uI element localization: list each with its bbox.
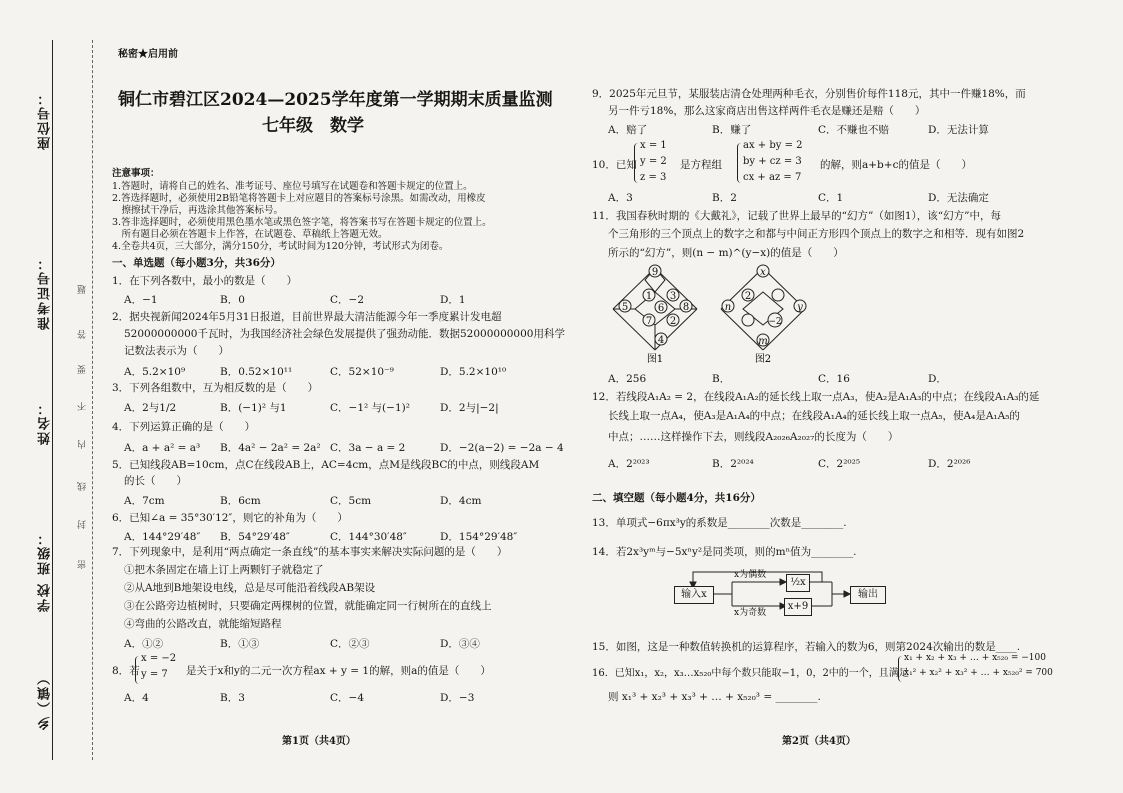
q3-stem: 3．下列各组数中，互为相反数的是（ ） [112,382,319,394]
q12-option-d: D．2²⁰²⁶ [928,458,971,470]
q5-option-d: D．4cm [440,495,482,507]
q11-line: 11．我国春秋时期的《大戴礼》，记载了世界上最早的“幻方”（如图1），该“幻方”中，每 [592,210,1002,222]
ticket-label: 准考证号： [38,255,53,330]
q6-option-c: C．144°30′48″ [330,531,407,543]
note-line: 所有题目必须在答题卡上作答，在试题卷、草稿纸上答题无效。 [112,229,388,240]
fig2-label-item: y [797,302,803,313]
q8-option-b: B．3 [220,692,245,704]
q7-statement: ④弯曲的公路改直，就能缩短路程 [124,618,282,630]
fig2-label-item: x [760,267,766,278]
flow-odd-label: x为奇数 [734,608,767,618]
note-line: 3.答非选择题时，必须使用黑色墨水笔或黑色签字笔，将答案书写在答题卡规定的位置上。 [112,217,492,228]
seal-word: 答 [78,330,88,339]
page-footer-right: 第2页（共4页） [782,736,856,747]
fig2-label-item: −2 [768,317,782,327]
q2-option-c: C．52×10⁻⁹ [330,366,394,378]
q10-option-d: D．无法确定 [928,192,989,204]
q12-option-a: A．2²⁰²³ [608,458,650,470]
q4-option-b: B．4a² − 2a² = 2a² [220,442,321,454]
fig1-number: 2 [669,316,677,327]
q11-option-a: A．256 [608,373,647,385]
seal-word: 不 [78,402,88,411]
q7-option-c: C．②③ [330,638,370,650]
q10-equation: by + cz = 3 [743,156,802,167]
fig1-number: 8 [682,302,690,313]
fig1-label: 图1 [646,354,664,365]
flow-output-box: 输出 [850,586,886,604]
q5-option-c: C．5cm [330,495,372,507]
page-footer-left: 第1页（共4页） [282,736,356,747]
q13-text: 13．单项式−6πx³y的系数是________次数是________. [592,517,847,529]
q10-option-a: A．3 [608,192,633,204]
q11-line: 所示的“幻方”，则(n − m)^(y−x)的值是（ ） [608,247,844,259]
q7-option-b: B．①③ [220,638,260,650]
q11-option-b: B． [712,373,731,385]
school-label: 学校 [38,582,53,612]
flow-half-box: ½x [786,574,810,592]
q12-option-b: B．2²⁰²⁴ [712,458,754,470]
q14-text: 14．若2x³yᵐ与−5xⁿy²是同类项，则的mⁿ值为________. [592,546,857,558]
q9-option-a: A．赔了 [608,124,648,136]
seal-word: 封 [78,520,88,529]
q16-brace [898,656,903,682]
q1-option-a: A．−1 [124,294,158,306]
seal-word: 内 [78,440,88,449]
q8-prefix: 8．若 [112,665,140,677]
fig2-label-item: n [724,302,732,313]
q10-value: z = 3 [640,172,667,183]
note-line: 2.答选择题时，必须使用2B铅笔将答题卡上对应题目的答案标号涂黑。如需改动，用橡皮 [112,193,486,204]
fig1-number: 9 [651,267,659,278]
q11-line: 个三角形的三个顶点上的数字之和都与中间正方形四个顶点上的数字之和相等．现有如图2 [608,228,1025,240]
flowchart [672,568,892,624]
q3-option-c: C．−1² 与(−1)² [330,402,410,414]
q10-equation: cx + az = 7 [743,172,802,183]
q8-brace [135,656,140,684]
q7-option-a: A．①② [124,638,164,650]
q16-line: 则 x₁³ + x₂³ + x₃³ + … + x₅₂₀³ = ________. [608,691,821,703]
q6-stem: 6．已知∠a = 35°30′12″，则它的补角为（ ） [112,512,348,524]
q16-condition: x₁ + x₂ + x₃ + … + x₅₂₀ = −100 [904,653,1046,663]
flow-plus9-box: x+9 [784,598,812,616]
q2-line: 52000000000千瓦时，为我国经济社会绿色发展提供了强劲动能．数据52000000000用科学 [124,328,565,340]
q1-stem: 1．在下列各数中，最小的数是（ ） [112,275,298,287]
q2-option-a: A．5.2×10⁹ [124,366,186,378]
q10-prefix: 10．已知 [592,159,637,171]
flow-even-label: x为偶数 [734,570,767,580]
q10-option-c: C．1 [818,192,844,204]
note-line: 4.全卷共4页，三大部分，满分150分，考试时间为120分钟，考试形式为闭卷。 [112,241,449,252]
q7-option-d: D．③④ [440,638,480,650]
seal-word: 要 [78,365,88,374]
q8-system-line: y = 7 [141,669,168,680]
q10-mid: 是方程组 [680,159,722,171]
class-label: 班级： [38,530,53,575]
section2-heading: 二、填空题（每小题4分，共16分） [592,492,761,504]
q4-stem: 4．下列运算正确的是（ ） [112,421,256,433]
q8-option-a: A．4 [124,692,149,704]
fig1-number: 3 [669,291,677,302]
q6-option-b: B．54°29′48″ [220,531,290,543]
q6-option-a: A．144°29′48″ [124,531,201,543]
magic-square-figures [608,262,828,372]
q9-option-d: D．无法计算 [928,124,989,136]
q2-line: 记数法表示为（ ） [124,345,229,357]
q11-option-d: D． [928,373,947,385]
notes-heading: 注意事项： [112,168,160,179]
q9-option-c: C．不赚也不赔 [818,124,890,136]
q10-value: x = 1 [640,140,667,151]
q4-option-c: C．3a − a = 2 [330,442,406,454]
q9-line: 9．2025年元旦节，某服装店清仓处理两种毛衣，分别售价每件118元，其中一件赚18%，而 [592,88,1026,100]
q16-condition: x₁² + x₂² + x₃² + … + x₅₂₀² = 700 [904,668,1053,678]
q12-line: 长线上取一点A₄，使A₃是A₁A₄的中点；在线段A₁A₄的延长线上取一点A₅，使A₄是A₁A₅的 [608,410,1020,422]
q5-line: 的长（ ） [124,475,187,487]
q1-option-b: B．0 [220,294,245,306]
q5-line: 5．已知线段AB=10cm，点C在线段AB上，AC=4cm，点M是线段BC的中点，则线段AM [112,459,540,471]
q6-option-d: D．154°29′48″ [440,531,518,543]
q10-value: y = 2 [640,156,667,167]
q10-option-b: B．2 [712,192,737,204]
q7-stem: 7．下列现象中，是利用“两点确定一条直线”的基本事实来解决实际问题的是（ ） [112,546,508,558]
q3-option-d: D．2与|−2| [440,402,499,414]
q4-option-a: A．a + a² = a³ [124,442,201,454]
note-line: 1.答题时，请将自己的姓名、准考证号、座位号填写在试题卷和答题卡规定的位置上。 [112,181,473,192]
q10-post: 的解，则a+b+c的值是（ ） [820,159,972,171]
q8-option-c: C．−4 [330,692,365,704]
q10-brace [634,143,639,183]
q8-system-line: x = −2 [141,653,177,664]
q12-line: 中点；……这样操作下去，则线段A₂₀₂₆A₂₀₂₇的长度为（ ） [608,431,899,443]
exam-title: 铜仁市碧江区2024—2025学年度第一学期期末质量监测 [118,90,553,110]
q4-option-d: D．−2(a−2) = −2a − 4 [440,442,564,454]
seal-dashed-line [92,40,93,760]
q1-option-c: C．−2 [330,294,365,306]
q9-option-b: B．赚了 [712,124,752,136]
fig2-label: 图2 [754,354,772,365]
fig1-number: 6 [657,303,665,314]
seat-label: 座位号： [38,90,53,150]
q7-statement: ②从A地到B地架设电线，总是尽可能沿着线段AB架设 [124,582,376,594]
q2-line: 2．据央视新闻2024年5月31日报道，目前世界最大清洁能源今年一季度累计发电超 [112,311,502,323]
fig2-label-item: 2 [744,291,752,302]
q12-line: 12．若线段A₁A₂ = 2，在线段A₁A₂的延长线上取一点A₃，使A₂是A₁A₃的中点；在线段A₁A₃的延 [592,391,1040,403]
seal-word: 线 [78,482,88,491]
q15-text: 15．如图，这是一种数值转换机的运算程序，若输入的数为6，则第2024次输出的数是____. [592,641,1021,653]
q2-option-b: B．0.52×10¹¹ [220,366,293,378]
q8-option-d: D．−3 [440,692,475,704]
q9-line: 另一件亏18%，那么这家商店出售这样两件毛衣是赚还是赔（ ） [608,105,926,117]
q7-statement: ①把木条固定在墙上订上两颗钉子就稳定了 [124,564,324,576]
q2-option-d: D．5.2×10¹⁰ [440,366,507,378]
township-label: 乡（镇） [38,670,53,730]
secret-mark: 秘密★启用前 [118,49,178,60]
flow-input-box: 输入x [674,586,714,604]
q5-option-a: A．7cm [124,495,165,507]
note-line: 擦擦拭干净后，再选涂其他答案标号。 [112,205,284,216]
fig1-number: 7 [645,316,653,327]
fig2-label-item: m [758,336,768,347]
q3-option-a: A．2与1/2 [124,402,177,414]
seal-word: 密 [78,560,88,569]
q10-brace [737,143,742,183]
section1-heading: 一、单选题（每小题3分，共36分） [112,257,281,269]
fig1-number: 4 [657,335,665,346]
fig1-number: 1 [645,291,653,302]
seal-word: 题 [78,285,88,294]
q3-option-b: B．(−1)² 与1 [220,402,287,414]
fig1-number: 5 [621,302,629,313]
q10-equation: ax + by = 2 [743,140,803,151]
name-label: 姓名： [38,400,53,445]
q5-option-b: B．6cm [220,495,261,507]
q7-statement: ③在公路旁边植树时，只要确定两棵树的位置，就能确定同一行树所在的直线上 [124,600,492,612]
sealing-band [14,30,104,770]
exam-subtitle: 七年级 数学 [262,116,364,136]
q11-option-c: C．16 [818,373,850,385]
q12-option-c: C．2²⁰²⁵ [818,458,861,470]
q1-option-d: D．1 [440,294,466,306]
q8-text: 是关于x和y的二元一次方程ax + y = 1的解，则a的值是（ ） [186,665,491,677]
q16-prefix: 16．已知x₁，x₂，x₃…x₅₂₀中每个数只能取−1，0，2中的一个，且满足 [592,668,909,679]
